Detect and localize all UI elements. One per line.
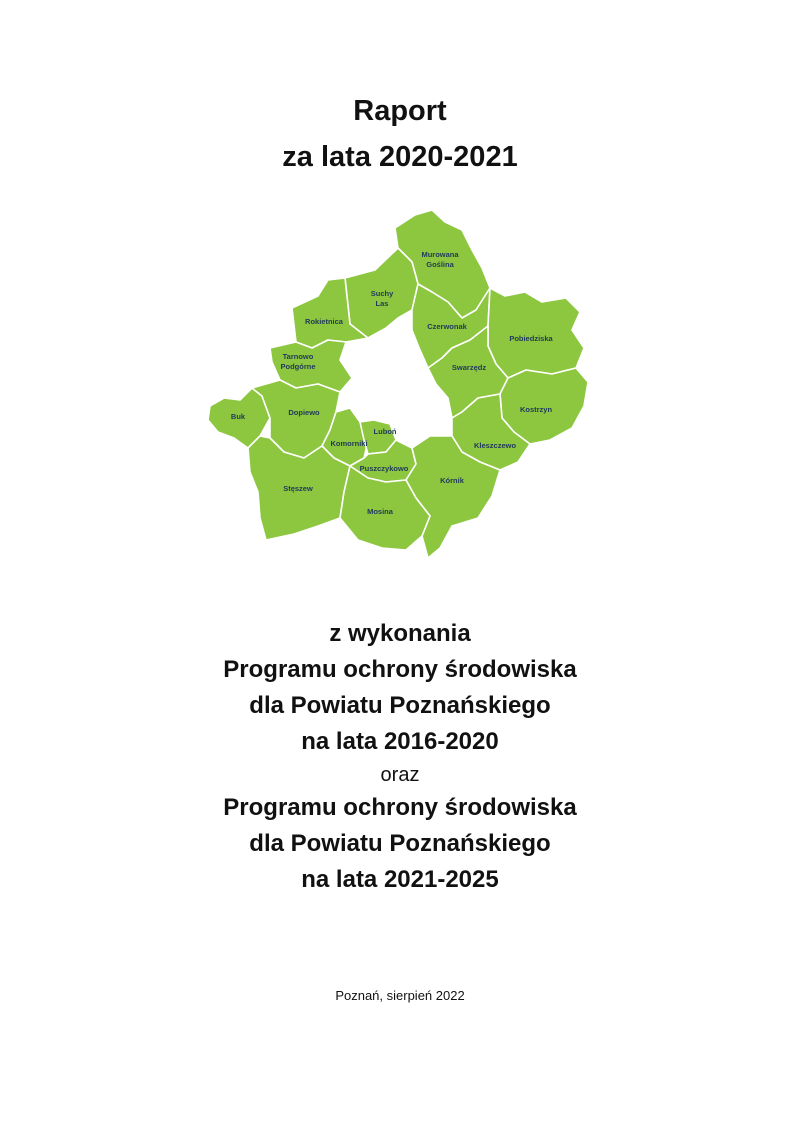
subject-line-2: Programu ochrony środowiska bbox=[223, 656, 577, 683]
label-komorniki: Komorniki bbox=[330, 439, 368, 448]
label-kornik: Kórnik bbox=[440, 476, 464, 485]
label-swarzedz: Swarzędz bbox=[451, 363, 487, 372]
label-kleszczewo: Kleszczewo bbox=[473, 441, 517, 450]
label-kostrzyn: Kostrzyn bbox=[519, 405, 553, 414]
label-steszew: Stęszew bbox=[283, 484, 313, 493]
subject-line-4: na lata 2016-2020 bbox=[301, 728, 499, 755]
report-years: za lata 2020-2021 bbox=[282, 141, 518, 173]
subject-conjunction: oraz bbox=[380, 764, 420, 786]
label-murowana-goslina: Murowana bbox=[421, 250, 459, 259]
label-suchy-las: Suchy bbox=[370, 289, 394, 298]
report-title: Raport bbox=[353, 95, 447, 127]
label-czerwonak: Czerwonak bbox=[427, 322, 467, 331]
label-tarnowo-podgorne: Tarnowo bbox=[282, 352, 314, 361]
subject-line-5: Programu ochrony środowiska bbox=[223, 794, 577, 821]
label-lubon: Luboń bbox=[373, 427, 397, 436]
label-puszczykowo: Puszczykowo bbox=[359, 464, 409, 473]
report-subject bbox=[0, 616, 800, 898]
label-buk: Buk bbox=[230, 412, 246, 421]
label-rokietnica: Rokietnica bbox=[305, 317, 343, 326]
gmina-pobiedziska bbox=[488, 288, 584, 378]
subject-line-3: dla Powiatu Poznańskiego bbox=[249, 692, 551, 719]
label-mosina: Mosina bbox=[367, 507, 393, 516]
label-dopiewo: Dopiewo bbox=[288, 408, 320, 417]
subject-line-1: z wykonania bbox=[329, 620, 471, 647]
label-tarnowo-podgorne-2: Podgórne bbox=[280, 362, 316, 371]
label-pobiedziska: Pobiedziska bbox=[509, 334, 553, 343]
powiat-map bbox=[200, 200, 600, 570]
place-date: Poznań, sierpień 2022 bbox=[335, 988, 465, 1003]
subject-line-7: na lata 2021-2025 bbox=[301, 866, 499, 893]
subject-line-6: dla Powiatu Poznańskiego bbox=[249, 830, 551, 857]
label-suchy-las-2: Las bbox=[375, 299, 389, 308]
label-murowana-goslina-2: Goślina bbox=[426, 260, 454, 269]
